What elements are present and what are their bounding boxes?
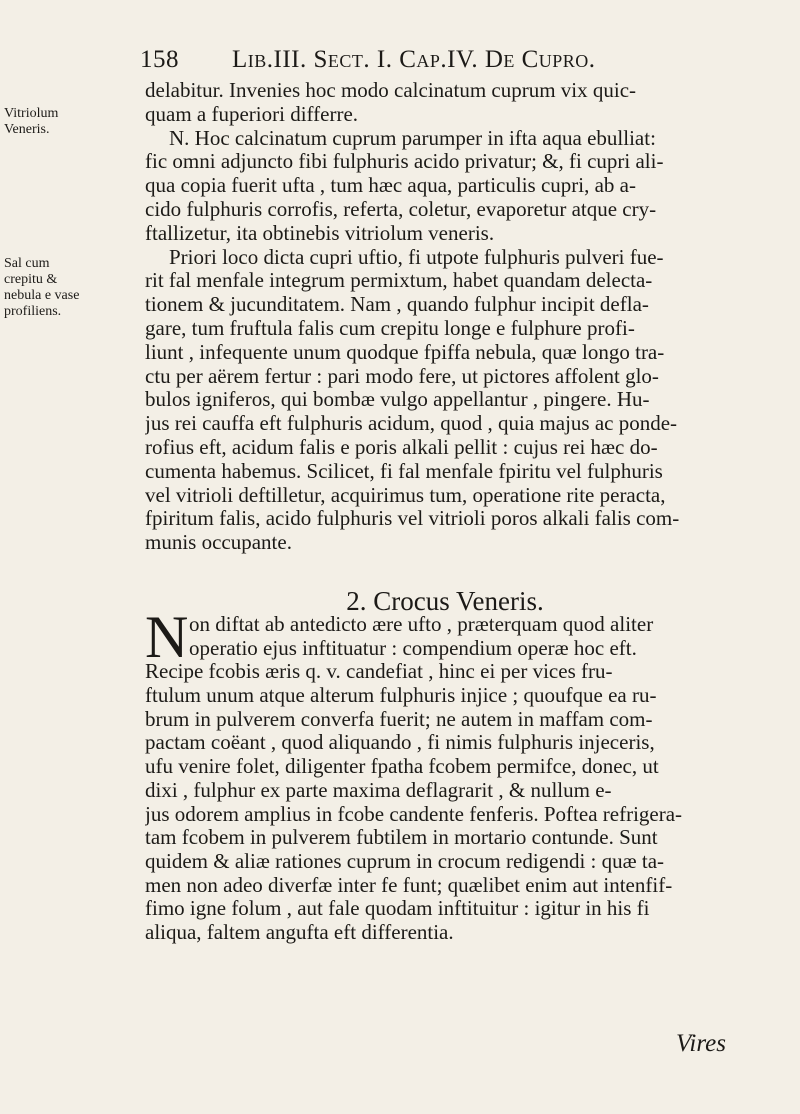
text-line: quam a fuperiori differre. — [145, 102, 359, 126]
body-text — [145, 79, 745, 555]
text-line: liunt , infequente unum quodque fpiffa nebula, quæ longo tra- — [145, 340, 665, 364]
text-line: quidem & aliæ rationes cuprum in crocum redigendi : quæ ta- — [145, 849, 665, 873]
text-line: jus rei cauffa eft fulphuris acidum, quod , quia majus ac ponde- — [145, 412, 678, 436]
running-title: Lib.III. Sect. I. Cap.IV. De Cupro. — [232, 46, 596, 73]
text-line: qua copia fuerit ufta , tum hæc aqua, particulis cupri, ab a- — [145, 174, 636, 198]
text-line: munis occupante. — [145, 531, 292, 555]
text-line: N. Hoc calcinatum cuprum parumper in ifta aqua ebulliat: — [169, 126, 656, 150]
margin-note-line: nebula e vase — [4, 288, 80, 303]
text-line: brum in pulverem converfa fuerit; ne autem in maffam com- — [145, 707, 653, 731]
margin-note-line: Sal cum — [4, 256, 50, 271]
text-line: cumenta habemus. Scilicet, fi fal menfale fpiritu vel fulphuris — [145, 459, 663, 483]
margin-note-line: crepitu & — [4, 272, 58, 287]
margin-note-sal — [4, 256, 79, 320]
text-line: ftulum unum atque alterum fulphuris injice ; quoufque ea ru- — [145, 684, 657, 708]
text-line: jus odorem amplius in fcobe candente fenferis. Poftea refrigera- — [145, 802, 683, 826]
section-title: 2. Crocus Veneris. — [346, 586, 544, 616]
text-line: on diftat ab antedicto ære ufto , præterquam quod aliter — [189, 613, 654, 636]
text-line: gare, tum fruftula falis cum crepitu longe e fulphure profi- — [145, 316, 635, 340]
margin-note-line: profiliens. — [4, 304, 62, 319]
text-line: tionem & jucunditatem. Nam , quando fulphur incipit defla- — [145, 293, 649, 317]
text-line: ctu per aërem fertur : pari modo fere, ut pictores affolent glo- — [145, 364, 659, 388]
text-line: operatio ejus inftituatur : compendium operæ hoc eft. — [189, 636, 637, 660]
text-line: fpiritum falis, acido fulphuris vel vitrioli poros alkali falis com- — [145, 507, 680, 531]
text-line: Priori loco dicta cupri uftio, fi utpote fulphuris pulveri fue- — [169, 245, 664, 269]
catchword: Vires — [676, 1030, 726, 1057]
section-text — [145, 613, 745, 945]
drop-cap: N — [145, 604, 189, 670]
text-line: ftallizetur, ita obtinebis vitriolum veneris. — [145, 221, 495, 245]
text-line: rofius eft, acidum falis e poris alkali pellit : cujus rei hæc do- — [145, 435, 658, 459]
page-header — [140, 38, 730, 78]
text-line: aliqua, faltem angufta eft differentia. — [145, 920, 454, 944]
margin-note-vitriolum — [4, 106, 58, 138]
text-line: tam fcobem in pulverem fubtilem in mortario contunde. Sunt — [145, 826, 658, 850]
text-line: cido fulphuris corrofis, referta, coletur, evaporetur atque cry- — [145, 197, 657, 221]
text-line: dixi , fulphur ex parte maxima deflagrarit , & nullum e- — [145, 778, 612, 802]
text-line: vel vitrioli deftilletur, acquirimus tum, operatione rite peracta, — [145, 483, 666, 507]
page-number: 158 — [140, 46, 179, 73]
text-line: bulos igniferos, qui bombæ vulgo appellantur , pingere. Hu- — [145, 388, 650, 412]
margin-note-line: Veneris. — [4, 122, 50, 137]
text-line: Recipe fcobis æris q. v. candefiat , hinc ei per vices fru- — [145, 660, 613, 684]
margin-note-line: Vitriolum — [4, 106, 59, 121]
text-line: ufu venire folet, diligenter fpatha fcobem permifce, donec, ut — [145, 755, 659, 779]
text-line: rit fal menfale integrum permixtum, habet quandam delecta- — [145, 269, 653, 293]
text-line: pactam coëant , quod aliquando , fi nimis fulphuris injeceris, — [145, 731, 655, 755]
text-line: men non adeo diverfæ inter fe funt; quælibet enim aut intenfif- — [145, 873, 673, 897]
text-line: fimo igne folum , aut fale quodam inftituitur : igitur in his fi — [145, 897, 650, 921]
text-line: fic omni adjuncto fibi fulphuris acido privatur; &, fi cupri ali- — [145, 150, 664, 174]
text-line: delabitur. Invenies hoc modo calcinatum cuprum vix quic- — [145, 79, 637, 102]
margin-notes — [0, 0, 138, 1114]
